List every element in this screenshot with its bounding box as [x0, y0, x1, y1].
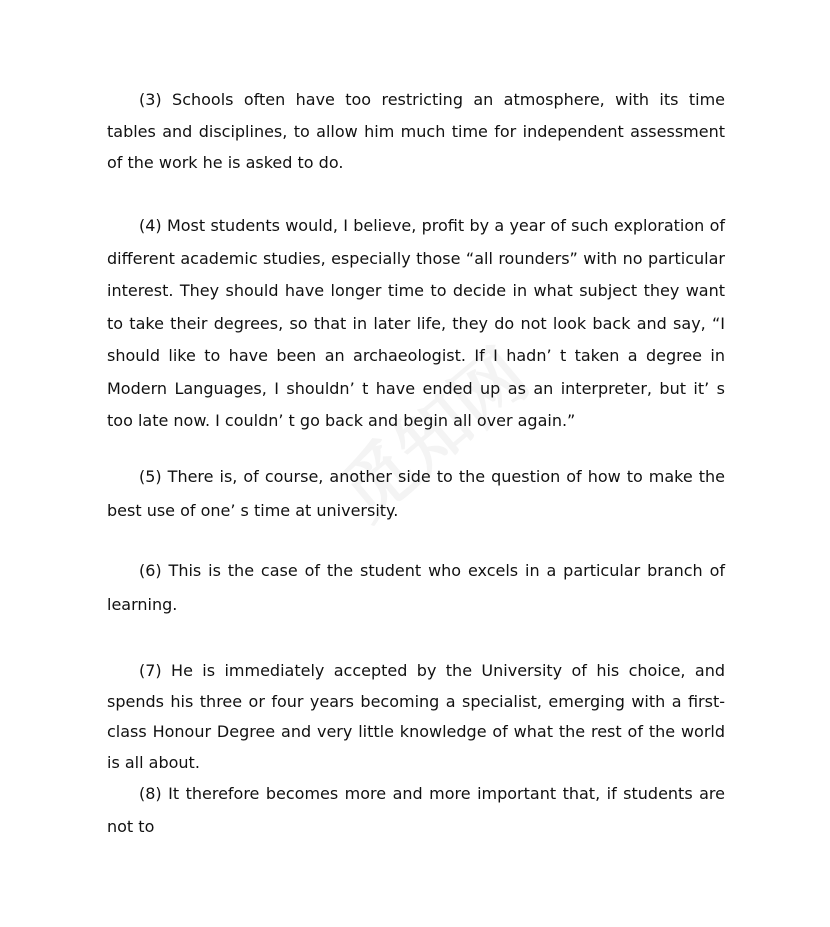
paragraph-4: (4) Most students would, I believe, profit by a year of such exploration of different academic studies, especially those “all rounders” with no particular interest. They should have longer time to decide in what subject they want to take their degrees, so that in later life, they do not look back and say, “I should like to have been an archaeologist. If I hadn’ t taken a degree in Modern Languages, I shouldn’ t have ended up as an interpreter, but it’ s too late now. I couldn’ t go back and begin all over again.”: [107, 216, 725, 430]
paragraph-6: (6) This is the case of the student who excels in a particular branch of learning.: [107, 561, 725, 614]
paragraph-5: (5) There is, of course, another side to the question of how to make the best use of one’ s time at university.: [107, 467, 725, 520]
paragraph-3: (3) Schools often have too restricting an atmosphere, with its time tables and disciplines, to allow him much time for independent assessment of the work he is asked to do.: [107, 90, 725, 172]
paragraph-8: (8) It therefore becomes more and more important that, if students are not to: [107, 784, 725, 836]
paragraph-7: (7) He is immediately accepted by the University of his choice, and spends his three or four years becoming a specialist, emerging with a first-class Honour Degree and very little knowledge of what the rest of the world is all about.: [107, 661, 725, 772]
